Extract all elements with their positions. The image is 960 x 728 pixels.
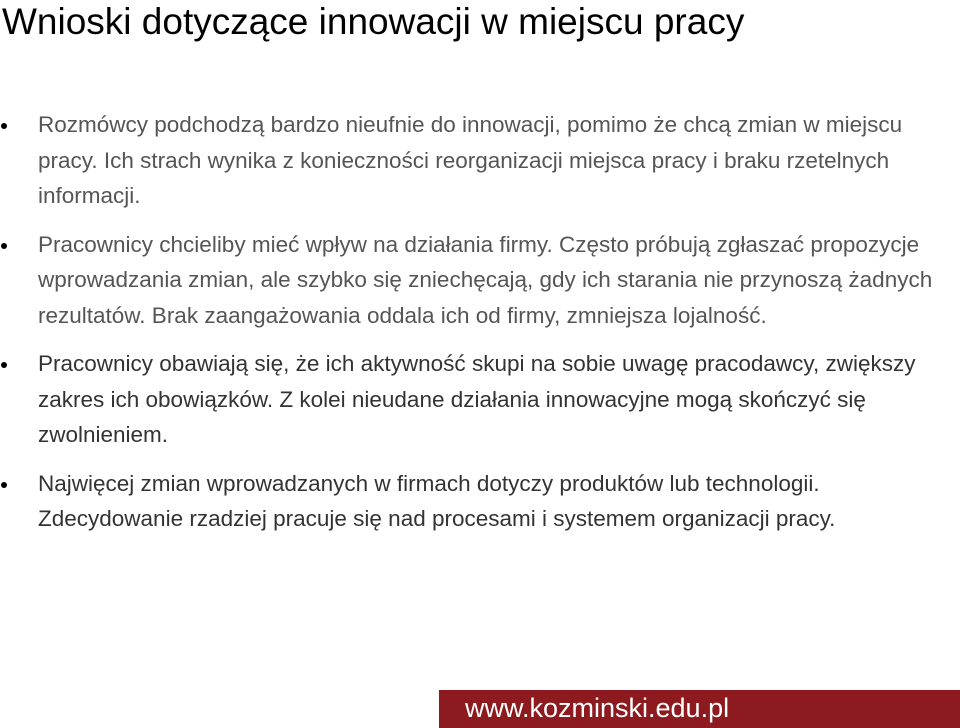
slide-title: Wnioski dotyczące innowacji w miejscu pracy <box>2 1 745 42</box>
bullet-text: Rozmówcy podchodzą bardzo nieufnie do innowacji, pomimo że chcą zmian w miejscu pracy. Ich strach wynika z konieczności reorganizacji miejsca pracy i braku rzetelnych informacji. <box>38 112 903 208</box>
bullet-list <box>0 107 945 550</box>
footer-url[interactable]: www.kozminski.edu.pl <box>465 693 730 723</box>
bullet-item <box>0 107 945 214</box>
bullet-dot-icon <box>1 482 7 488</box>
bullet-dot-icon <box>1 123 7 129</box>
bullet-dot-icon <box>1 243 7 249</box>
bullet-text: Najwięcej zmian wprowadzanych w firmach dotyczy produktów lub technologii. Zdecydowanie rzadziej pracuje się nad procesami i systemem organizacji pracy. <box>38 470 836 531</box>
bullet-text: Pracownicy obawiają się, że ich aktywność skupi na sobie uwagę pracodawcy, zwiększy zakres ich obowiązków. Z kolei nieudane działania innowacyjne mogą skończyć się zwolnieniem. <box>38 351 916 447</box>
bullet-item <box>0 346 945 453</box>
bullet-item <box>0 466 945 537</box>
bullet-item <box>0 227 945 334</box>
bullet-text: Pracownicy chcieliby mieć wpływ na działania firmy. Często próbują zgłaszać propozycje wprowadzania zmian, ale szybko się zniechęcają, gdy ich starania nie przynoszą żadnych rezultatów. Brak zaangażowania oddala ich od firmy, zmniejsza lojalność. <box>38 231 933 328</box>
bullet-dot-icon <box>1 362 7 368</box>
